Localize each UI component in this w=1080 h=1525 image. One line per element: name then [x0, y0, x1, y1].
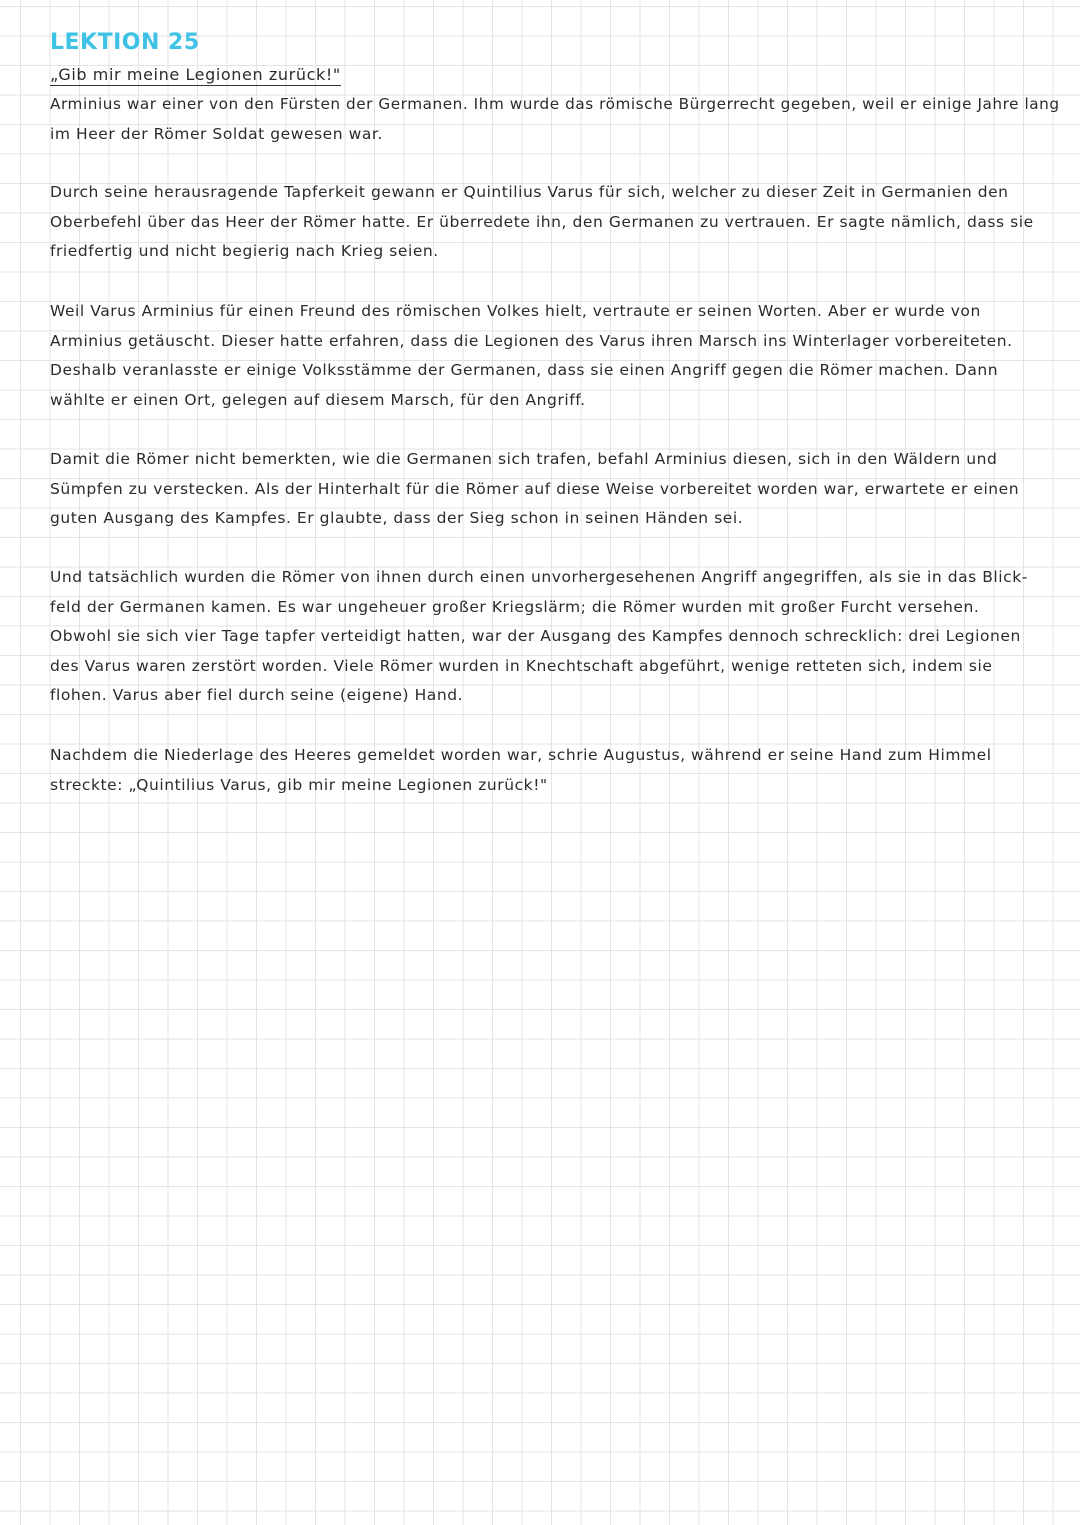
text-line: feld der Germanen kamen. Es war ungeheuer großer Kriegslärm; die Römer wurden mit großer Furcht versehen.	[50, 597, 980, 616]
text-line: Sümpfen zu verstecken. Als der Hinterhalt für die Römer auf diese Weise vorbereitet worden war, erwartete er einen	[50, 479, 1020, 498]
text-line: Und tatsächlich wurden die Römer von ihnen durch einen unvorhergesehenen Angriff angegriffen, als sie in das Blick-	[50, 568, 1028, 586]
text-line: Damit die Römer nicht bemerkten, wie die Germanen sich trafen, befahl Arminius diesen, sich in den Wäldern und	[50, 450, 998, 468]
paragraph-5	[50, 563, 1060, 711]
paragraph-4	[50, 445, 1060, 534]
text-line: Durch seine herausragende Tapferkeit gewann er Quintilius Varus für sich, welcher zu dieser Zeit in Germanien den	[50, 183, 1009, 201]
lesson-subtitle: „Gib mir meine Legionen zurück!"	[50, 65, 341, 84]
paragraph-6	[50, 741, 1060, 800]
text-line: flohen. Varus aber fiel durch seine (eigene) Hand.	[50, 686, 464, 704]
lesson-heading: LEKTION 25	[50, 30, 200, 55]
text-line: des Varus waren zerstört worden. Viele Römer wurden in Knechtschaft abgeführt, wenige retteten sich, indem sie	[50, 656, 993, 675]
text-line: wählte er einen Ort, gelegen auf diesem Marsch, für den Angriff.	[50, 390, 586, 409]
paragraph-3	[50, 297, 1060, 415]
text-line: im Heer der Römer Soldat gewesen war.	[50, 124, 383, 143]
text-line: friedfertig und nicht begierig nach Krieg seien.	[50, 242, 439, 260]
text-line: streckte: „Quintilius Varus, gib mir meine Legionen zurück!"	[50, 775, 548, 794]
text-line: guten Ausgang des Kampfes. Er glaubte, dass der Sieg schon in seinen Händen sei.	[50, 509, 744, 527]
text-line: Oberbefehl über das Heer der Römer hatte. Er überredete ihn, den Germanen zu vertrauen. Er sagte nämlich, dass sie	[50, 212, 1034, 231]
paragraph-1	[50, 90, 1060, 149]
text-line: Weil Varus Arminius für einen Freund des römischen Volkes hielt, vertraute er seinen Worten. Aber er wurde von	[50, 302, 981, 320]
paragraph-2	[50, 178, 1060, 267]
text-line: Arminius war einer von den Fürsten der Germanen. Ihm wurde das römische Bürgerrecht gegeben, weil er einige Jahre lang	[50, 95, 1060, 113]
text-line: Obwohl sie sich vier Tage tapfer verteidigt hatten, war der Ausgang des Kampfes dennoch schrecklich: drei Legionen	[50, 627, 1021, 645]
text-line: Nachdem die Niederlage des Heeres gemeldet worden war, schrie Augustus, während er seine Hand zum Himmel	[50, 746, 992, 764]
text-line: Deshalb veranlasste er einige Volksstämme der Germanen, dass sie einen Angriff gegen die Römer machen. Dann	[50, 361, 999, 379]
text-line: Arminius getäuscht. Dieser hatte erfahren, dass die Legionen des Varus ihren Marsch ins Winterlager vorbereiteten.	[50, 331, 1013, 350]
